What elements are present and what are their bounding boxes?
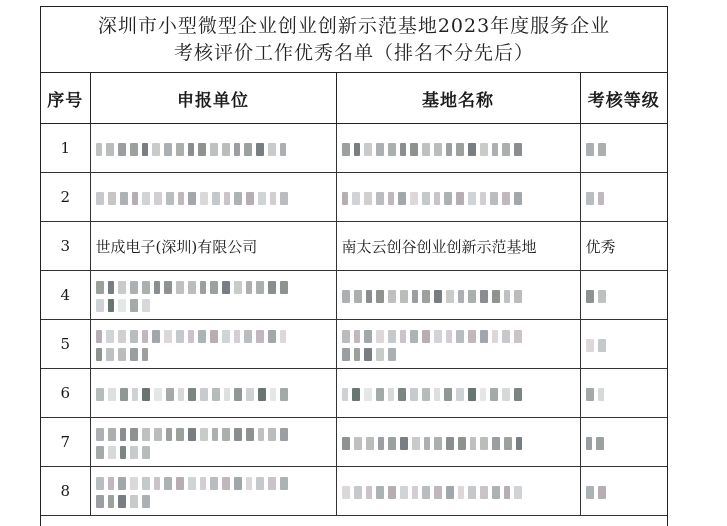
cell-base xyxy=(336,369,580,418)
cell-grade xyxy=(580,418,667,467)
cell-base xyxy=(336,124,580,173)
redacted-text xyxy=(96,424,292,460)
cell-unit xyxy=(90,271,336,320)
redacted-text xyxy=(586,483,610,501)
cell-base xyxy=(336,173,580,222)
cell-grade xyxy=(580,173,667,222)
redacted-text xyxy=(96,473,292,509)
cell-grade: 优秀 xyxy=(580,222,667,271)
header-unit: 申报单位 xyxy=(90,73,336,124)
cell-grade xyxy=(580,124,667,173)
table-row xyxy=(41,222,667,271)
cell-index: 5 xyxy=(41,320,90,369)
redacted-text xyxy=(586,287,610,305)
cell-base xyxy=(336,467,580,516)
table-header-row xyxy=(41,73,667,124)
redacted-text xyxy=(586,385,608,403)
cell-unit xyxy=(90,320,336,369)
redacted-text xyxy=(586,336,610,354)
cell-index: 3 xyxy=(41,222,90,271)
cell-unit: 世成电子(深圳)有限公司 xyxy=(90,222,336,271)
redacted-text xyxy=(342,189,526,207)
cell-index: 4 xyxy=(41,271,90,320)
cell-grade xyxy=(580,369,667,418)
cell-index: 1 xyxy=(41,124,90,173)
redacted-text xyxy=(342,483,526,501)
cell-grade xyxy=(580,271,667,320)
redacted-text xyxy=(96,326,290,362)
cell-grade xyxy=(580,467,667,516)
header-index: 序号 xyxy=(41,73,90,124)
table-row xyxy=(41,173,667,222)
table-row xyxy=(41,320,667,369)
award-table xyxy=(41,73,667,516)
document-sheet xyxy=(40,6,668,526)
cell-unit xyxy=(90,369,336,418)
redacted-text xyxy=(96,385,292,403)
redacted-text xyxy=(96,189,292,207)
table-row xyxy=(41,369,667,418)
redacted-text xyxy=(96,277,292,313)
cell-unit xyxy=(90,124,336,173)
header-base: 基地名称 xyxy=(336,73,580,124)
title-line-1: 深圳市小型微型企业创业创新示范基地2023年度服务企业 xyxy=(97,14,611,37)
table-row xyxy=(41,271,667,320)
document-title xyxy=(41,7,667,73)
cell-base xyxy=(336,271,580,320)
cell-index: 8 xyxy=(41,467,90,516)
redacted-text xyxy=(342,140,526,158)
redacted-text xyxy=(96,140,290,158)
cell-grade xyxy=(580,320,667,369)
redacted-text xyxy=(586,434,608,452)
redacted-text xyxy=(342,385,526,403)
cell-index: 7 xyxy=(41,418,90,467)
table-row xyxy=(41,467,667,516)
cell-base: 南太云创谷创业创新示范基地 xyxy=(336,222,580,271)
redacted-text xyxy=(342,326,526,362)
redacted-text xyxy=(586,140,610,158)
cell-unit xyxy=(90,467,336,516)
table-row xyxy=(41,418,667,467)
header-grade: 考核等级 xyxy=(580,73,667,124)
redacted-text xyxy=(586,189,608,207)
cell-index: 2 xyxy=(41,173,90,222)
cell-unit xyxy=(90,173,336,222)
title-line-2: 考核评价工作优秀名单（排名不分先后） xyxy=(173,41,534,64)
cell-base xyxy=(336,320,580,369)
redacted-text xyxy=(342,434,526,452)
cell-index: 6 xyxy=(41,369,90,418)
redacted-text xyxy=(342,287,526,305)
cell-base xyxy=(336,418,580,467)
cell-unit xyxy=(90,418,336,467)
table-row xyxy=(41,124,667,173)
